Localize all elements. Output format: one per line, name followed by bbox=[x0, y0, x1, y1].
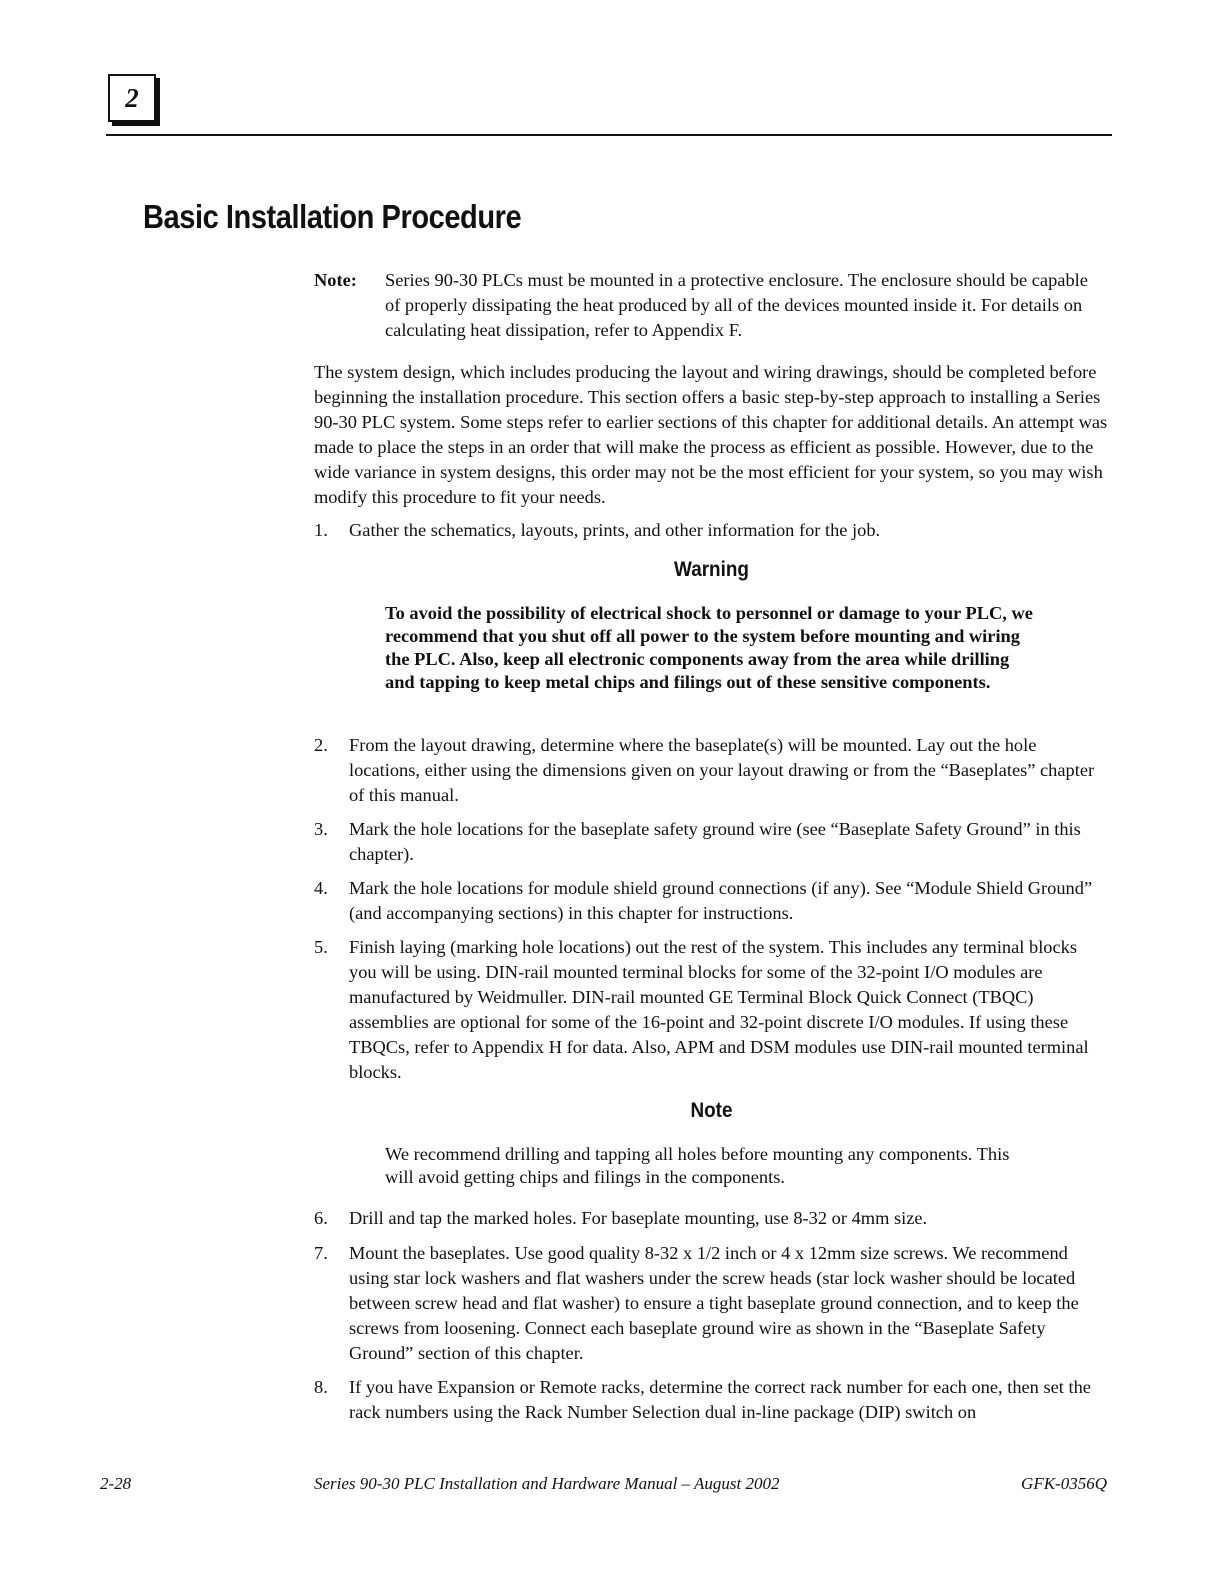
step-text: Mark the hole locations for module shield ground connections (if any). See “Module Shield Ground” (and accompanying sections) in this chapter for instructions. bbox=[349, 878, 1093, 923]
footer-page-number: 2-28 bbox=[100, 1474, 132, 1493]
list-item bbox=[314, 935, 1109, 1085]
step-number: 1. bbox=[314, 520, 328, 540]
list-item bbox=[314, 1241, 1109, 1366]
step-number: 4. bbox=[314, 878, 328, 898]
list-item bbox=[314, 518, 1109, 543]
warning-text: To avoid the possibility of electrical shock to personnel or damage to your PLC, we recommend that you shut off all power to the system before mounting and wiring the PLC. Also, keep all electronic components away from the area while drilling and tapping to keep metal chips and filings out of these sensitive components. bbox=[385, 603, 1033, 692]
step-number: 3. bbox=[314, 819, 328, 839]
list-item bbox=[314, 1206, 1109, 1231]
section-title: Basic Installation Procedure bbox=[143, 198, 522, 235]
step-text: Mount the baseplates. Use good quality 8-32 x 1/2 inch or 4 x 12mm size screws. We recommend using star lock washers and flat washers under the screw heads (star lock washer should be located between screw head and flat washer) to ensure a tight baseplate ground connection, and to keep the screws from loosening. Connect each baseplate ground wire as shown in the “Baseplate Safety Ground” section of this chapter. bbox=[349, 1243, 1079, 1363]
step-number: 2. bbox=[314, 735, 328, 755]
step-text: Mark the hole locations for the baseplate safety ground wire (see “Baseplate Safety Ground” in this chapter). bbox=[349, 819, 1081, 864]
note-callout-text: We recommend drilling and tapping all holes before mounting any components. This will avoid getting chips and filings in the components. bbox=[385, 1144, 1010, 1187]
list-item bbox=[314, 876, 1109, 926]
note-block bbox=[314, 268, 1109, 343]
note-label: Note: bbox=[314, 270, 357, 290]
step-number: 5. bbox=[314, 937, 328, 957]
note-text: Series 90-30 PLCs must be mounted in a protective enclosure. The enclosure should be capable of properly dissipating the heat produced by all of the devices mounted inside it. For details on calculating heat dissipation, refer to Appendix F. bbox=[385, 270, 1088, 340]
step-text: From the layout drawing, determine where the baseplate(s) will be mounted. Lay out the hole locations, either using the dimensions given on your layout drawing or from the “Baseplates” chapter of this manual. bbox=[349, 735, 1095, 805]
intro-paragraph: The system design, which includes producing the layout and wiring drawings, should be completed before beginning the installation procedure. This section offers a basic step-by-step approach to installing a Series 90-30 PLC system. Some steps refer to earlier sections of this chapter for additional details. An attempt was made to place the steps in an order that will make the process as efficient as possible. However, due to the wide variance in system designs, this order may not be the most efficient for your system, so you may wish modify this procedure to fit your needs. bbox=[314, 362, 1108, 507]
chapter-number: 2 bbox=[125, 82, 139, 113]
footer-title: Series 90-30 PLC Installation and Hardware Manual – August 2002 bbox=[314, 1474, 780, 1493]
step-text: Finish laying (marking hole locations) out the rest of the system. This includes any terminal blocks you will be using. DIN-rail mounted terminal blocks for some of the 32-point I/O modules are manufactured by Weidmuller. DIN-rail mounted GE Terminal Block Quick Connect (TBQC) assemblies are optional for some of the 16-point and 32-point discrete I/O modules. If using these TBQCs, refer to Appendix H for data. Also, APM and DSM modules use DIN-rail mounted terminal blocks. bbox=[349, 937, 1089, 1082]
step-number: 7. bbox=[314, 1243, 328, 1263]
warning-heading: Warning bbox=[674, 558, 749, 581]
step-number: 8. bbox=[314, 1377, 328, 1397]
note-heading: Note bbox=[690, 1099, 733, 1122]
footer-doc-id: GFK-0356Q bbox=[1021, 1474, 1107, 1493]
list-item bbox=[314, 817, 1109, 867]
header-rule bbox=[106, 134, 1112, 136]
step-text: Drill and tap the marked holes. For baseplate mounting, use 8-32 or 4mm size. bbox=[349, 1208, 928, 1228]
chapter-number-badge bbox=[108, 74, 156, 122]
step-text: If you have Expansion or Remote racks, determine the correct rack number for each one, then set the rack numbers using the Rack Number Selection dual in-line package (DIP) switch on bbox=[349, 1377, 1091, 1422]
list-item bbox=[314, 1375, 1109, 1425]
step-number: 6. bbox=[314, 1208, 328, 1228]
list-item bbox=[314, 733, 1109, 808]
step-text: Gather the schematics, layouts, prints, and other information for the job. bbox=[349, 520, 881, 540]
